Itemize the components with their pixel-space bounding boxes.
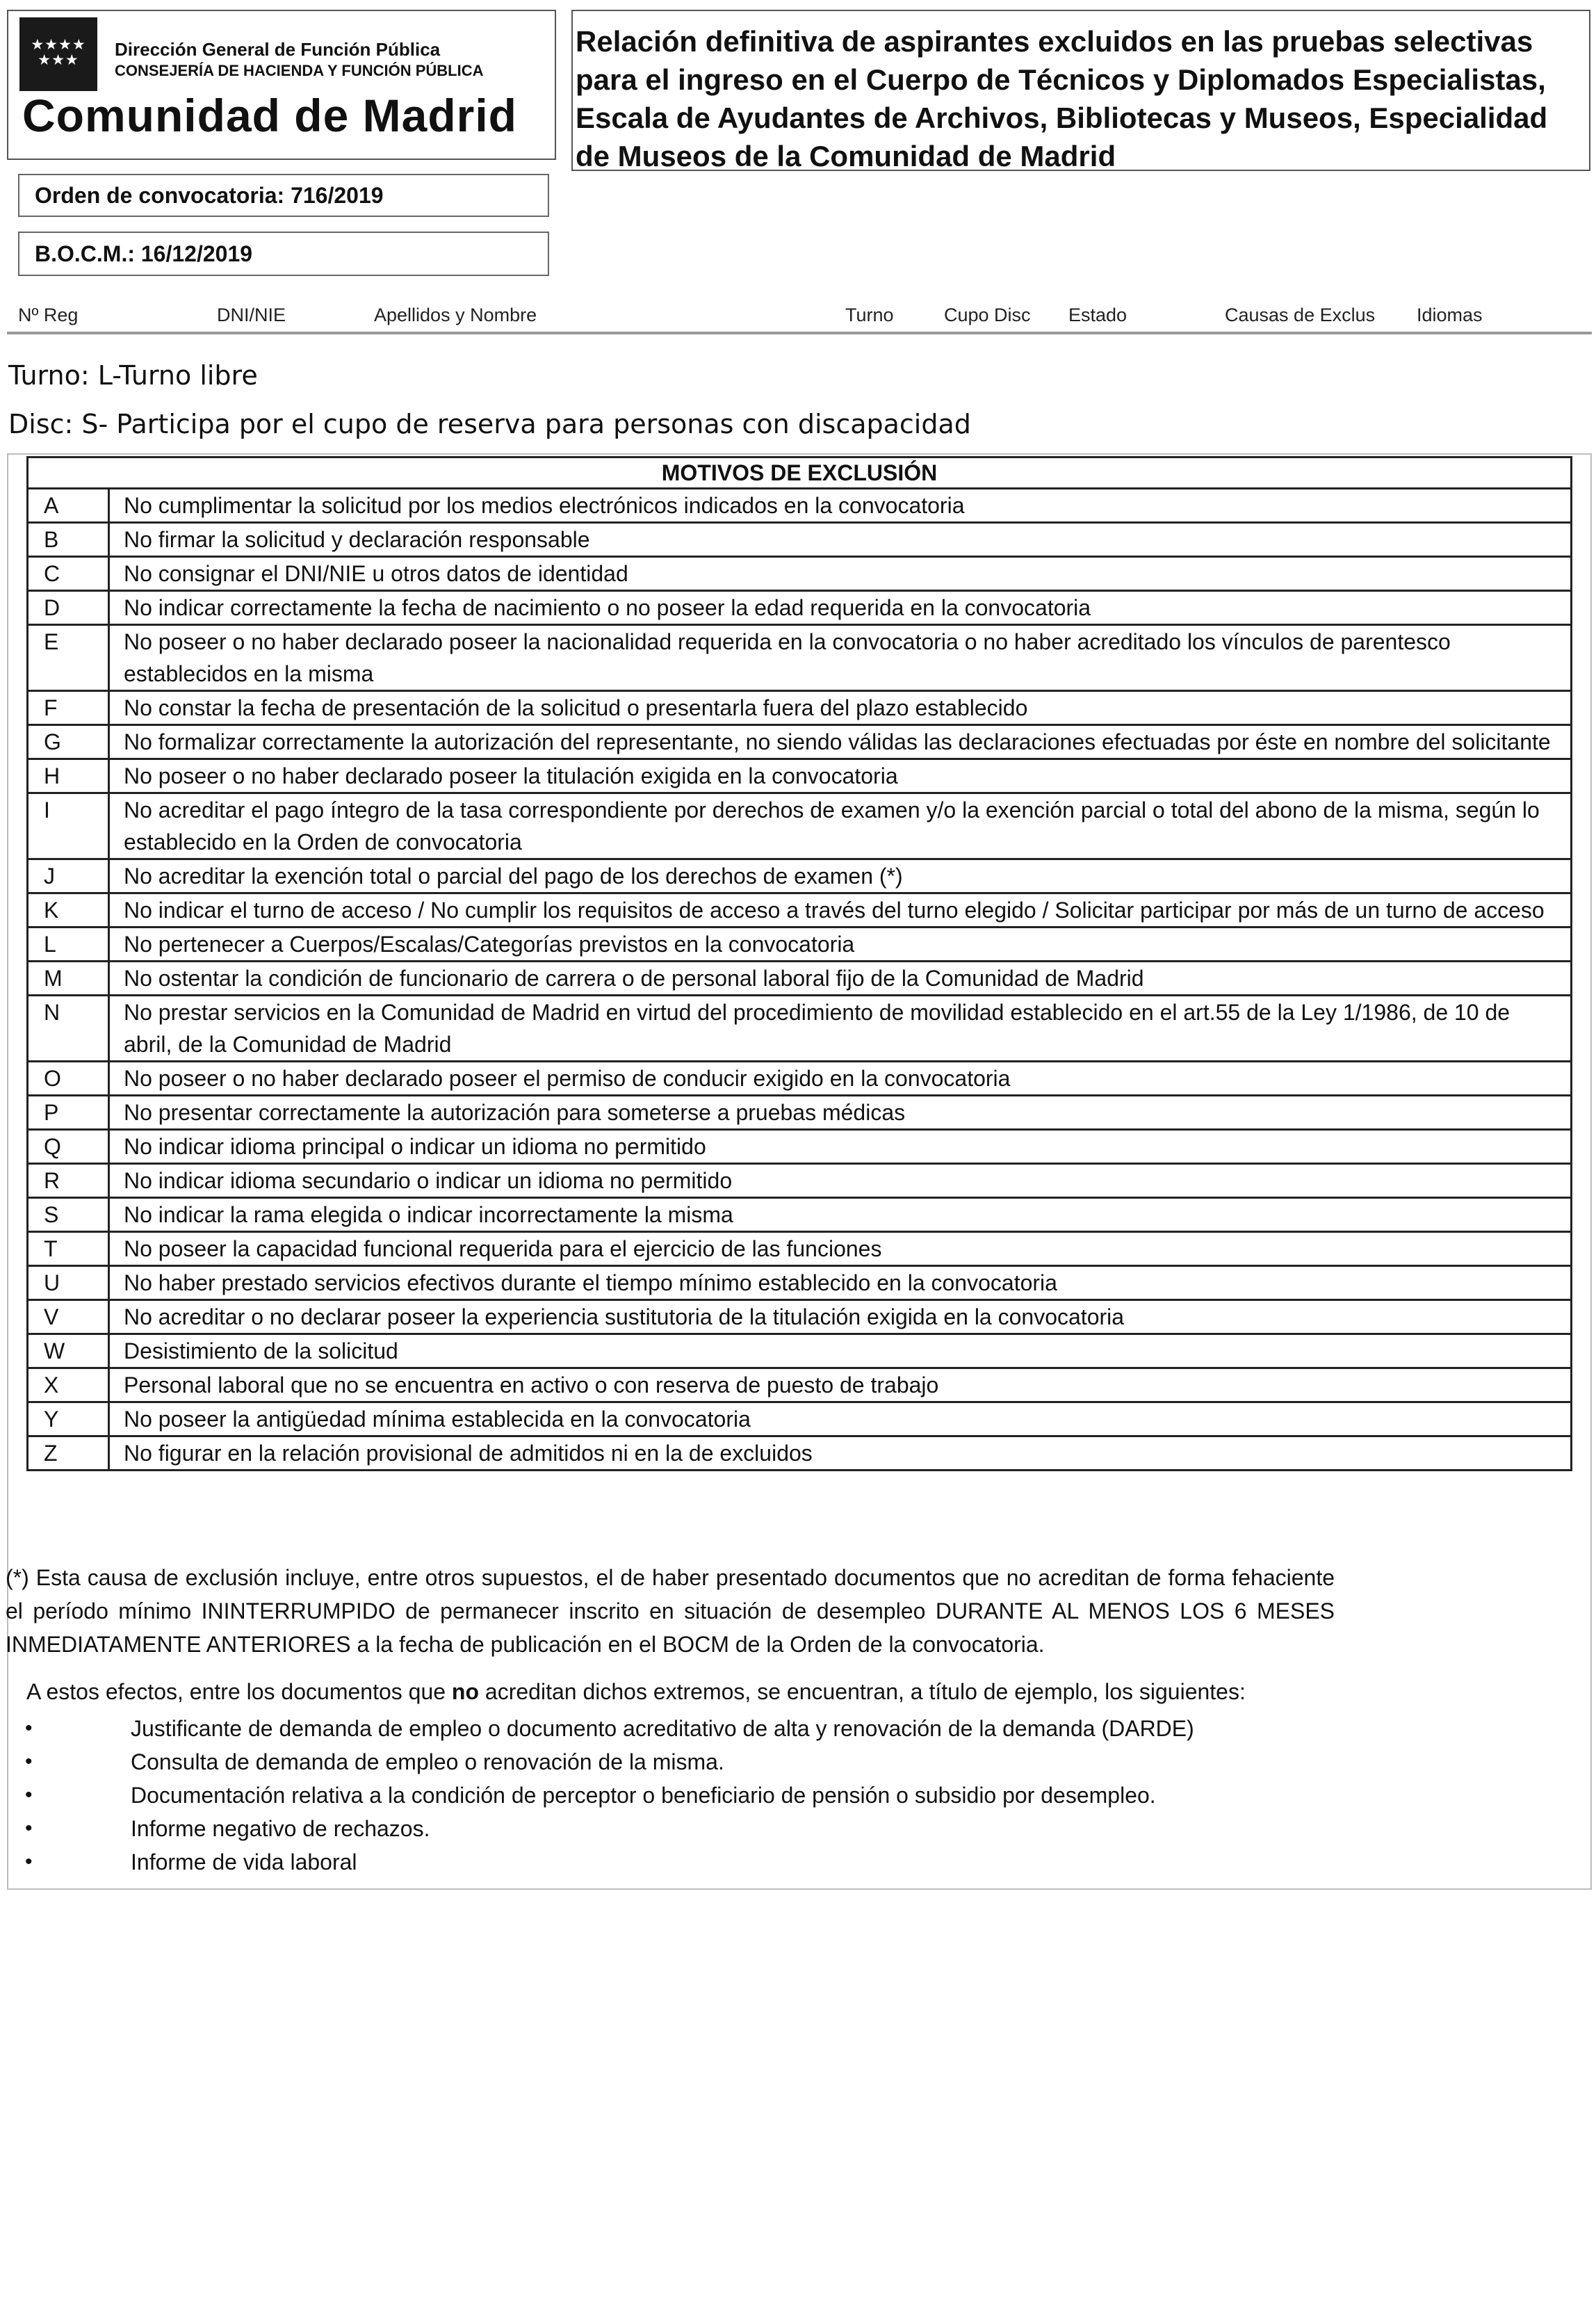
motivo-description: No poseer la antigüedad mínima establecida en la convocatoria — [109, 1402, 1572, 1436]
intro-text-bold: no — [451, 1679, 480, 1704]
motivo-code: X — [28, 1368, 109, 1402]
flag-stars: ★★★★ ★★★ — [31, 36, 86, 68]
motivo-code: H — [28, 759, 109, 793]
motivo-description: No pertenecer a Cuerpos/Escalas/Categorías previstos en la convocatoria — [109, 928, 1572, 962]
legend-disc: Disc: S- Participa por el cupo de reserva para personas con discapacidad — [8, 409, 971, 439]
motivo-code: C — [28, 557, 109, 591]
column-header-nreg: Nº Reg — [18, 305, 79, 325]
table-row — [28, 793, 1572, 859]
table-row — [28, 928, 1572, 962]
madrid-flag-logo — [19, 17, 97, 91]
table-row — [28, 759, 1572, 793]
list-item-text: Consulta de demanda de empleo o renovación de la misma. — [131, 1749, 724, 1774]
list-item — [21, 1745, 1194, 1779]
motivo-description: No presentar correctamente la autorización para someterse a pruebas médicas — [109, 1096, 1572, 1130]
column-header-idiomas: Idiomas — [1417, 305, 1483, 325]
motivo-code: G — [28, 725, 109, 759]
bullet-icon: • — [25, 1850, 33, 1873]
motivo-description: No indicar idioma principal o indicar un idioma no permitido — [109, 1130, 1572, 1164]
motivos-table — [26, 456, 1572, 1471]
ministry-name: CONSEJERÍA DE HACIENDA Y FUNCIÓN PÚBLICA — [115, 62, 484, 79]
motivo-code: K — [28, 893, 109, 928]
motivo-code: M — [28, 962, 109, 996]
motivo-description: No poseer la capacidad funcional requerida para el ejercicio de las funciones — [109, 1232, 1572, 1266]
table-row — [28, 1130, 1572, 1164]
directorate-name: Dirección General de Función Pública — [115, 39, 441, 60]
motivos-header-row — [28, 457, 1572, 489]
list-item — [21, 1779, 1194, 1812]
list-item-text: Documentación relativa a la condición de perceptor o beneficiario de pensión o subsidio por desempleo. — [131, 1783, 1156, 1808]
list-item-text: Informe de vida laboral — [131, 1849, 357, 1874]
document-examples-list — [21, 1712, 1194, 1879]
table-row — [28, 1334, 1572, 1368]
motivo-code: Y — [28, 1402, 109, 1436]
motivo-description: No acreditar el pago íntegro de la tasa correspondiente por derechos de examen y/o la exención parcial o total del abono de la misma, según lo establecido en la Orden de convocatoria — [109, 793, 1572, 859]
list-item — [21, 1712, 1194, 1745]
motivo-description: Personal laboral que no se encuentra en activo o con reserva de puesto de trabajo — [109, 1368, 1572, 1402]
motivo-code: Q — [28, 1130, 109, 1164]
footnote-intro — [26, 1679, 1246, 1705]
table-row — [28, 1300, 1572, 1334]
table-row — [28, 625, 1572, 691]
motivo-code: L — [28, 928, 109, 962]
motivo-description: No haber prestado servicios efectivos durante el tiempo mínimo establecido en la convocatoria — [109, 1266, 1572, 1300]
bullet-icon: • — [25, 1750, 33, 1773]
motivo-code: Z — [28, 1436, 109, 1471]
motivo-code: S — [28, 1198, 109, 1232]
list-item — [21, 1845, 1194, 1879]
footnote-paragraph: (*) Esta causa de exclusión incluye, entre otros supuestos, el de haber presentado documentos que no acreditan de forma fehaciente el período mínimo ININTERRUMPIDO de permanecer inscrito en situación de desempleo DURANTE AL MENOS LOS 6 MESES INMEDIATAMENTE ANTERIORES a la fecha de publicación en el BOCM de la Orden de la convocatoria. — [6, 1565, 1335, 1657]
column-header-estado: Estado — [1068, 305, 1127, 325]
table-row — [28, 1266, 1572, 1300]
motivo-code: F — [28, 691, 109, 725]
motivo-code: B — [28, 523, 109, 557]
table-row — [28, 523, 1572, 557]
document-title: Relación definitiva de aspirantes excluidos en las pruebas selectivas para el ingreso en el Cuerpo de Técnicos y Diplomados Especialistas, Escala de Ayudantes de Archivos, Bibliotecas y Museos, Especialidad de Museos de la Comunidad de Madrid — [576, 25, 1548, 172]
motivos-body — [28, 489, 1572, 1471]
column-header-nombre: Apellidos y Nombre — [374, 305, 537, 325]
table-row — [28, 591, 1572, 625]
motivo-code: U — [28, 1266, 109, 1300]
motivo-description: No consignar el DNI/NIE u otros datos de identidad — [109, 557, 1572, 591]
motivo-description: No figurar en la relación provisional de admitidos ni en la de excluidos — [109, 1436, 1572, 1471]
table-row — [28, 893, 1572, 928]
motivo-description: No acreditar la exención total o parcial del pago de los derechos de examen (*) — [109, 859, 1572, 893]
table-row — [28, 691, 1572, 725]
table-row — [28, 1402, 1572, 1436]
organization-name: Comunidad de Madrid — [22, 90, 517, 141]
motivo-description: No acreditar o no declarar poseer la experiencia sustitutoria de la titulación exigida en la convocatoria — [109, 1300, 1572, 1334]
table-row — [28, 489, 1572, 523]
table-row — [28, 859, 1572, 893]
motivo-code: J — [28, 859, 109, 893]
bullet-icon: • — [25, 1783, 33, 1806]
motivo-description: No constar la fecha de presentación de la solicitud o presentarla fuera del plazo establecido — [109, 691, 1572, 725]
table-row — [28, 962, 1572, 996]
table-row — [28, 1164, 1572, 1198]
title-box — [571, 10, 1590, 171]
column-header-dni: DNI/NIE — [217, 305, 286, 325]
motivo-code: R — [28, 1164, 109, 1198]
motivo-description: No formalizar correctamente la autorización del representante, no siendo válidas las declaraciones efectuadas por éste en nombre del solicitante — [109, 725, 1572, 759]
motivo-description: No indicar correctamente la fecha de nacimiento o no poseer la edad requerida en la convocatoria — [109, 591, 1572, 625]
table-row — [28, 1096, 1572, 1130]
table-row — [28, 996, 1572, 1062]
motivo-description: No indicar idioma secundario o indicar un idioma no permitido — [109, 1164, 1572, 1198]
list-item-text: Informe negativo de rechazos. — [131, 1816, 430, 1841]
motivo-code: E — [28, 625, 109, 691]
table-row — [28, 1198, 1572, 1232]
motivo-description: No indicar el turno de acceso / No cumplir los requisitos de acceso a través del turno elegido / Solicitar participar por más de un turno de acceso — [109, 893, 1572, 928]
motivo-code: P — [28, 1096, 109, 1130]
bullet-icon: • — [25, 1817, 33, 1840]
legend-turno: Turno: L-Turno libre — [8, 360, 258, 391]
bocm-box — [18, 232, 549, 276]
motivo-description: No cumplimentar la solicitud por los medios electrónicos indicados en la convocatoria — [109, 489, 1572, 523]
motivos-title: MOTIVOS DE EXCLUSIÓN — [28, 457, 1572, 489]
table-row — [28, 1232, 1572, 1266]
motivo-code: O — [28, 1062, 109, 1096]
motivo-code: D — [28, 591, 109, 625]
motivo-code: T — [28, 1232, 109, 1266]
column-header-causas: Causas de Exclus — [1225, 305, 1376, 325]
column-header-turno: Turno — [845, 305, 894, 325]
table-row — [28, 557, 1572, 591]
list-item — [21, 1812, 1194, 1845]
table-row — [28, 725, 1572, 759]
motivo-description: No poseer o no haber declarado poseer la titulación exigida en la convocatoria — [109, 759, 1572, 793]
motivo-code: W — [28, 1334, 109, 1368]
motivo-description: No prestar servicios en la Comunidad de Madrid en virtud del procedimiento de movilidad establecido en el art.55 de la Ley 1/1986, de 10 de abril, de la Comunidad de Madrid — [109, 996, 1572, 1062]
motivo-code: N — [28, 996, 109, 1062]
list-item-text: Justificante de demanda de empleo o documento acreditativo de alta y renovación de la demanda (DARDE) — [131, 1716, 1194, 1741]
table-row — [28, 1368, 1572, 1402]
bocm-date: B.O.C.M.: 16/12/2019 — [35, 241, 253, 266]
motivo-code: A — [28, 489, 109, 523]
bullet-icon: • — [25, 1717, 33, 1740]
header-divider — [7, 332, 1592, 334]
motivo-description: No ostentar la condición de funcionario de carrera o de personal laboral fijo de la Comunidad de Madrid — [109, 962, 1572, 996]
motivo-code: V — [28, 1300, 109, 1334]
motivo-description: No firmar la solicitud y declaración responsable — [109, 523, 1572, 557]
orden-convocatoria: Orden de convocatoria: 716/2019 — [35, 182, 384, 208]
column-header-cupo: Cupo Disc — [944, 305, 1031, 325]
motivo-description: No poseer o no haber declarado poseer la nacionalidad requerida en la convocatoria o no haber acreditado los vínculos de parentesco establecidos en la misma — [109, 625, 1572, 691]
motivo-description: No indicar la rama elegida o indicar incorrectamente la misma — [109, 1198, 1572, 1232]
intro-text-after: acreditan dichos extremos, se encuentran, a título de ejemplo, los siguientes: — [479, 1679, 1246, 1704]
motivo-code: I — [28, 793, 109, 859]
table-row — [28, 1436, 1572, 1471]
intro-text-before: A estos efectos, entre los documentos que — [26, 1679, 452, 1704]
table-row — [28, 1062, 1572, 1096]
orden-box — [18, 174, 549, 217]
motivo-description: No poseer o no haber declarado poseer el permiso de conducir exigido en la convocatoria — [109, 1062, 1572, 1096]
motivo-description: Desistimiento de la solicitud — [109, 1334, 1572, 1368]
